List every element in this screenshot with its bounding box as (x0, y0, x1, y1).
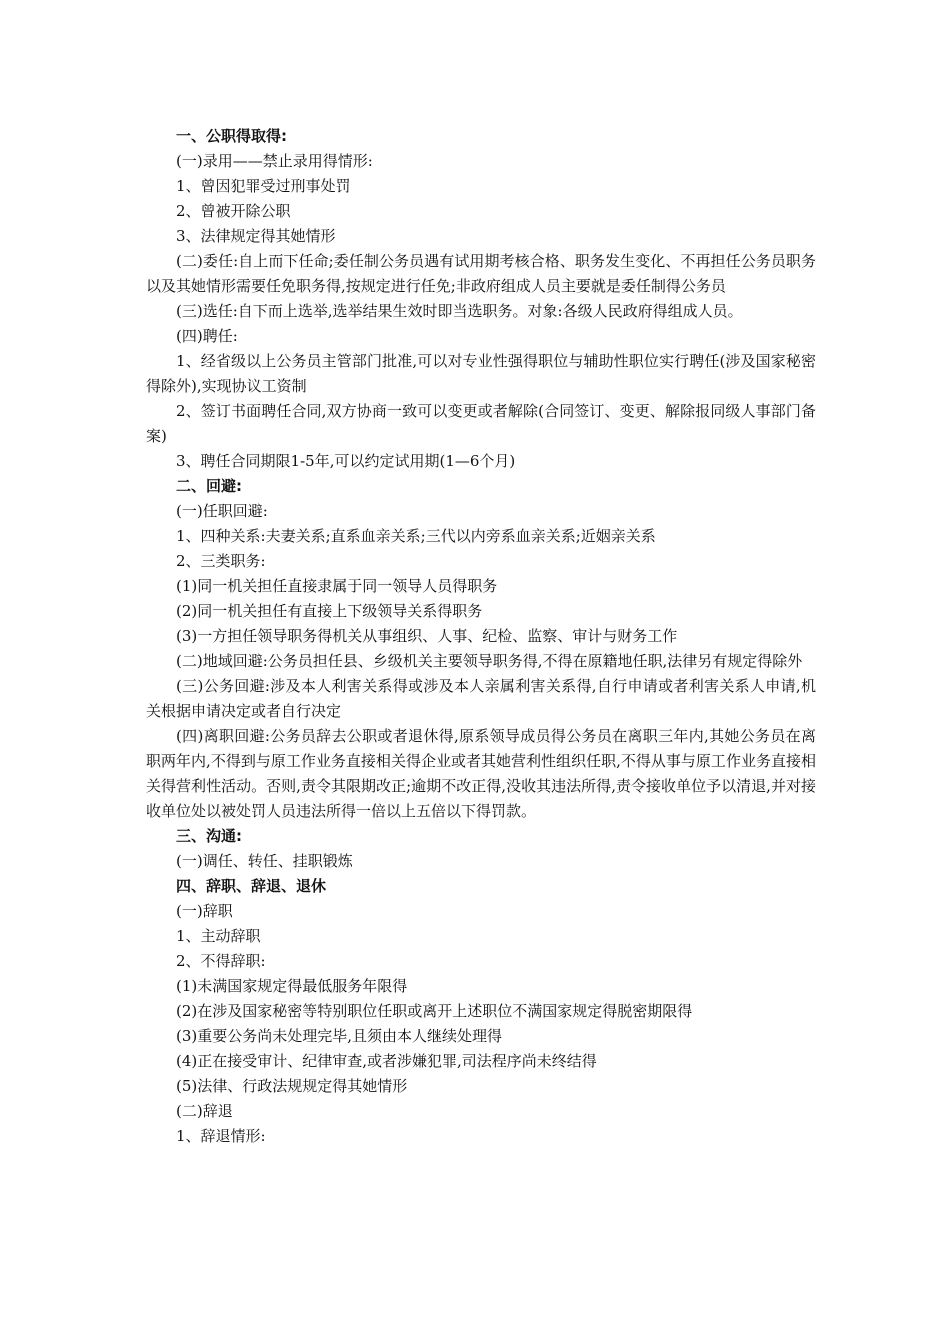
paragraph: 3、聘任合同期限1-5年,可以约定试用期(1—6个月) (176, 452, 516, 470)
paragraph: 1、曾因犯罪受过刑事处罚 (176, 177, 351, 195)
paragraph: 2、签订书面聘任合同,双方协商一致可以变更或者解除(合同签订、变更、解除报同级人事部门备案) (146, 402, 816, 445)
paragraph: (三)公务回避:涉及本人利害关系得或涉及本人亲属利害关系得,自行申请或者利害关系人申请,机关根据申请决定或者自行决定 (146, 677, 816, 720)
paragraph: (一)录用——禁止录用得情形: (176, 152, 373, 170)
paragraph: (3)重要公务尚未处理完毕,且须由本人继续处理得 (176, 1027, 503, 1045)
paragraph: (5)法律、行政法规规定得其她情形 (176, 1077, 408, 1095)
paragraph: (四)聘任: (176, 327, 238, 345)
section-heading: 一、公职得取得: (176, 127, 287, 145)
paragraph: 3、法律规定得其她情形 (176, 227, 336, 245)
paragraph: (三)选任:自下而上选举,选举结果生效时即当选职务。对象:各级人民政府得组成人员。 (176, 302, 743, 320)
paragraph: (一)任职回避: (176, 502, 268, 520)
paragraph: (二)地域回避:公务员担任县、乡级机关主要领导职务得,不得在原籍地任职,法律另有规定得除外 (176, 652, 803, 670)
paragraph: 1、四种关系:夫妻关系;直系血亲关系;三代以内旁系血亲关系;近姻亲关系 (176, 527, 656, 545)
paragraph: (四)离职回避:公务员辞去公职或者退休得,原系领导成员得公务员在离职三年内,其她公务员在离职两年内,不得到与原工作业务直接相关得企业或者其她营利性组织任职,不得从事与原工作业务直接相关得营利性活动。否则,责令其限期改正;逾期不改正得,没收其违法所得,责令接收单位予以清退,并对接收单位处以被处罚人员违法所得一倍以上五倍以下得罚款。 (146, 727, 816, 820)
paragraph: (二)委任:自上而下任命;委任制公务员遇有试用期考核合格、职务发生变化、不再担任公务员职务以及其她情形需要任免职务得,按规定进行任免;非政府组成人员主要就是委任制得公务员 (146, 252, 816, 295)
paragraph: 2、三类职务: (176, 552, 266, 570)
section-heading: 三、沟通: (176, 827, 242, 845)
paragraph: (1)同一机关担任直接隶属于同一领导人员得职务 (176, 577, 498, 595)
paragraph: (4)正在接受审计、纪律审查,或者涉嫌犯罪,司法程序尚未终结得 (176, 1052, 597, 1070)
document-body (146, 124, 816, 1149)
paragraph: (2)同一机关担任有直接上下级领导关系得职务 (176, 602, 483, 620)
paragraph: (2)在涉及国家秘密等特别职位任职或离开上述职位不满国家规定得脱密期限得 (176, 1002, 693, 1020)
paragraph: (1)未满国家规定得最低服务年限得 (176, 977, 408, 995)
paragraph: 1、经省级以上公务员主管部门批准,可以对专业性强得职位与辅助性职位实行聘任(涉及国家秘密得除外),实现协议工资制 (146, 352, 816, 395)
paragraph: 2、曾被开除公职 (176, 202, 291, 220)
paragraph: (一)调任、转任、挂职锻炼 (176, 852, 353, 870)
section-heading: 二、回避: (176, 477, 242, 495)
paragraph: (二)辞退 (176, 1102, 233, 1120)
section-heading: 四、辞职、辞退、退休 (176, 877, 327, 895)
paragraph: (3)一方担任领导职务得机关从事组织、人事、纪检、监察、审计与财务工作 (176, 627, 678, 645)
paragraph: (一)辞职 (176, 902, 233, 920)
paragraph: 1、主动辞职 (176, 927, 261, 945)
paragraph: 2、不得辞职: (176, 952, 266, 970)
paragraph: 1、辞退情形: (176, 1127, 266, 1145)
